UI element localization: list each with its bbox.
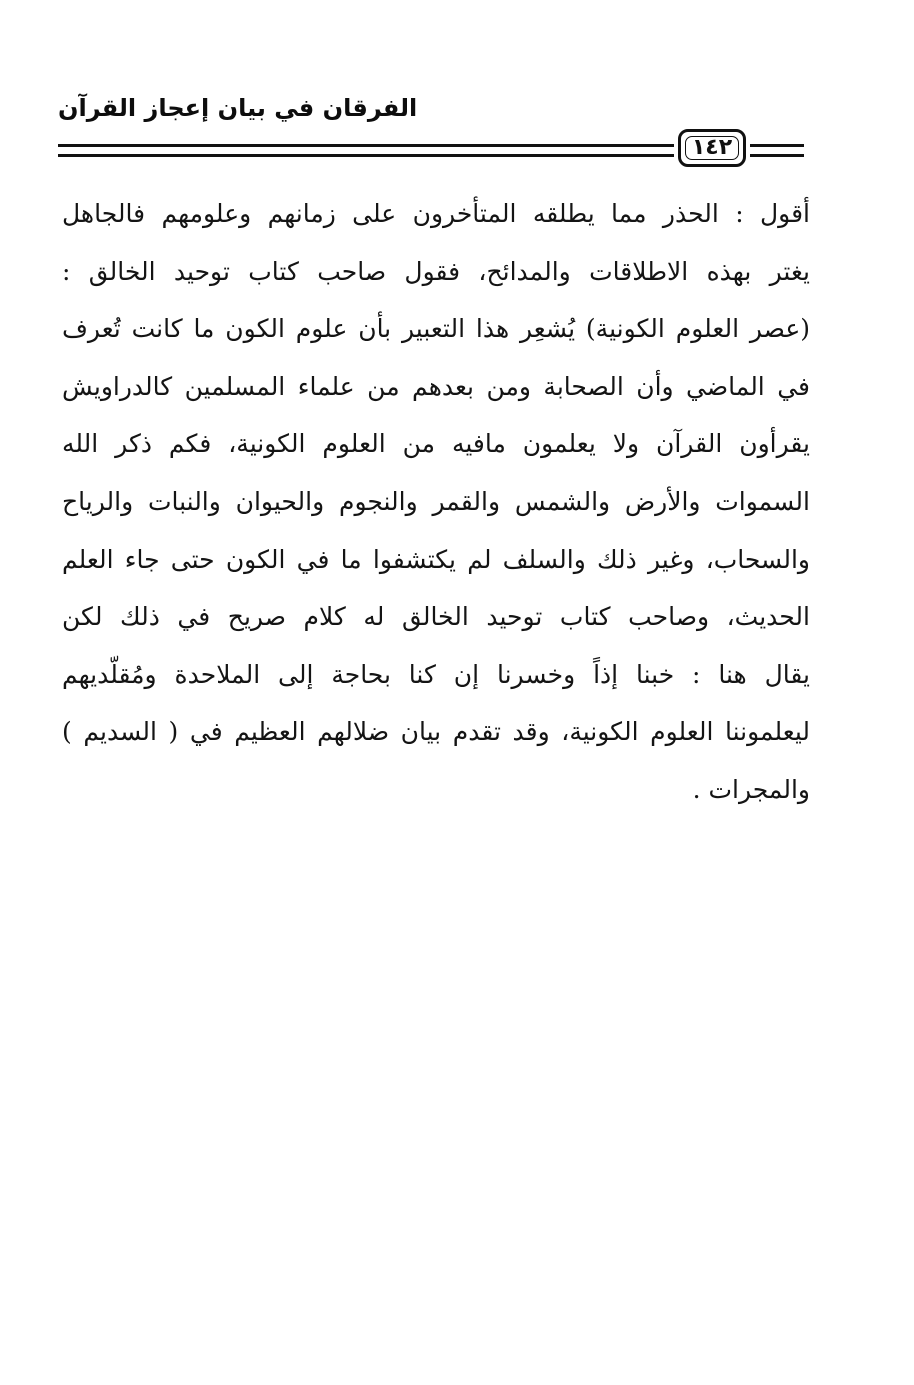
header-rule-lower-left — [58, 154, 674, 157]
body-text — [62, 190, 810, 824]
text-line: أقول : الحذر مما يطلقه المتأخرون على زمانهم وعلومهم فالجاهل — [62, 199, 810, 228]
header-rule-upper-left — [58, 144, 674, 147]
text-line-final: والمجرات . — [692, 774, 810, 804]
page-number: ١٤٢ — [691, 135, 733, 160]
text-line: يقرأون القرآن ولا يعلمون مافيه من العلوم الكونية، فكم ذكر الله — [62, 429, 810, 459]
book-title: الفرقان في بيان إعجاز القرآن — [58, 94, 418, 122]
text-line: والسحاب، وغير ذلك والسلف لم يكتشفوا ما في الكون حتى جاء العلم — [62, 544, 810, 574]
text-line: (عصر العلوم الكونية) يُشعِر هذا التعبير بأن علوم الكون ما كانت تُعرف — [62, 314, 810, 344]
header-rule-upper-right — [750, 144, 804, 147]
text-line: يقال هنا : خبنا إذاً وخسرنا إن كنا بحاجة إلى الملاحدة ومُقلّديهم — [62, 659, 810, 689]
text-line: الحديث، وصاحب كتاب توحيد الخالق له كلام صريح في ذلك لكن — [62, 602, 810, 632]
text-line: ليعلموننا العلوم الكونية، وقد تقدم بيان ضلالهم العظيم في ( السديم ) — [62, 717, 810, 747]
text-line: في الماضي وأن الصحابة ومن بعدهم من علماء المسلمين كالدراويش — [62, 371, 810, 401]
page-header — [58, 84, 804, 176]
text-line: يغتر بهذه الاطلاقات والمدائح، فقول صاحب كتاب توحيد الخالق : — [62, 256, 810, 286]
text-line: السموات والأرض والشمس والقمر والنجوم والحيوان والنبات والرياح — [62, 486, 810, 516]
header-rule-lower-right — [750, 154, 804, 157]
page-number-frame — [678, 129, 746, 167]
